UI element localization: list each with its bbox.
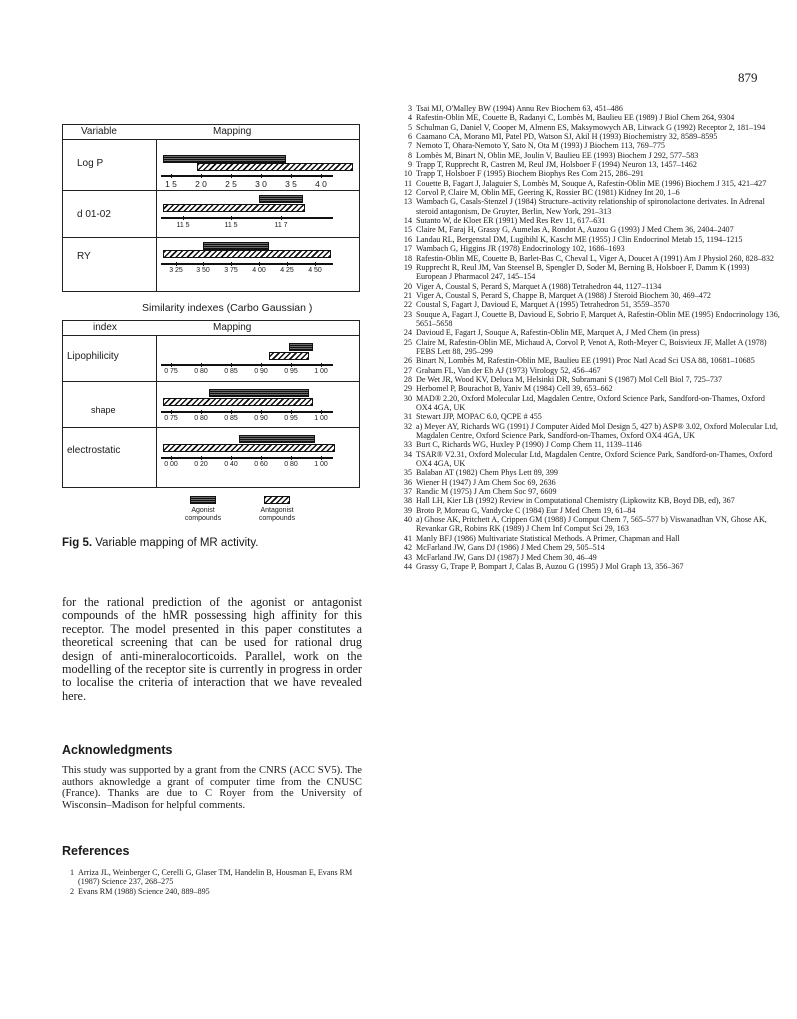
tick: [203, 262, 204, 266]
reference-number: 43: [403, 552, 412, 562]
reference-item: [400, 422, 780, 441]
reference-number: 32: [403, 421, 412, 431]
reference-item: [400, 534, 780, 543]
tick-label: 3 75: [224, 267, 238, 274]
reference-number: 6: [407, 132, 412, 142]
tick: [201, 456, 202, 460]
tick: [321, 456, 322, 460]
reference-item: [400, 366, 780, 375]
tick: [321, 174, 322, 178]
antagonist-bar: [163, 398, 313, 406]
reference-item: [400, 169, 780, 178]
legend-antagonist-label: Antagonist compounds: [258, 507, 296, 522]
row-divider: [63, 427, 359, 428]
page-number: 879: [738, 70, 758, 85]
similarity-mapping-table: [62, 320, 360, 488]
reference-item: [400, 515, 780, 534]
row-label-ry: RY: [77, 251, 91, 262]
row-label-lipophilicity: Lipophilicity: [67, 351, 119, 362]
reference-text: McFarland JW, Gans DJ (1987) J Med Chem 30, 46–49: [416, 552, 597, 562]
tick: [201, 363, 202, 367]
tick-label: 0 80: [194, 415, 208, 422]
reference-item: [400, 263, 780, 282]
tick: [287, 262, 288, 266]
row-divider: [63, 237, 359, 238]
reference-item: [400, 328, 780, 337]
reference-text: De Wet JR, Wood KV, Deluca M, Helsinki DR, Subramani S (1987) Mol Cell Biol 7, 725–737: [416, 374, 723, 384]
reference-number: 15: [403, 225, 412, 235]
reference-text: Davioud E, Fagart J, Souque A, Rafestin-Oblin ME, Marquet A, J Med Chem (in press): [416, 328, 700, 338]
tick-label: 0 85: [224, 368, 238, 375]
tick-label: 3 50: [196, 267, 210, 274]
tick: [176, 262, 177, 266]
reference-item: [400, 132, 780, 141]
reference-text: Landau RL, Bergenstal DM, Lugibihl K, Kascht ME (1955) J Clin Endocrinol Metab 15, 1194–1215: [416, 234, 743, 244]
reference-number: 34: [403, 449, 412, 459]
tick: [171, 456, 172, 460]
tick: [171, 174, 172, 178]
reference-text: Couette B, Fagart J, Jalaguier S, Lombès M, Souque A, Rafestin-Oblin ME (1996) Biochem J 315, 421–427: [416, 178, 767, 188]
reference-number: 4: [407, 113, 412, 123]
agonist-bar: [289, 343, 313, 351]
tick-label: 0 95: [284, 368, 298, 375]
body-paragraph: [62, 596, 362, 703]
reference-text: MAD® 2.20, Oxford Molecular Ltd, Magdalen Centre, Oxford Science Park, Sandford-on-Thames, Oxford OX4 4GA, UK: [416, 393, 765, 412]
reference-item: [400, 450, 780, 469]
antagonist-swatch: [264, 496, 290, 504]
reference-number: 1: [69, 868, 74, 877]
reference-item: [400, 188, 780, 197]
reference-number: 26: [403, 356, 412, 366]
reference-item: [400, 123, 780, 132]
reference-text: Balaban AT (1982) Chem Phys Lett 89, 399: [416, 468, 558, 478]
row-label-logp: Log P: [77, 158, 104, 169]
tick: [261, 410, 262, 414]
axis-line: [161, 457, 333, 459]
references-heading: References: [62, 844, 130, 858]
row-divider: [63, 381, 359, 382]
tick-label: 0 80: [284, 461, 298, 468]
tick-label: 0 80: [194, 368, 208, 375]
tick: [261, 456, 262, 460]
reference-text: Wiener H (1947) J Am Chem Soc 69, 2636: [416, 477, 556, 487]
reference-text: Viger A, Coustal S, Perard S, Marquet A (1988) Tetrahedron 44, 1127–1134: [416, 281, 662, 291]
legend-agonist: [182, 496, 224, 523]
acknowledgments-heading: Acknowledgments: [62, 743, 173, 757]
tick-label: 3 0: [255, 179, 267, 189]
reference-text: Schulman G, Daniel V, Cooper M, Almenn ES, Maksymowych AB, Litwack G (1992) Receptor 2, 181–194: [416, 122, 766, 132]
tick-label: 0 75: [164, 368, 178, 375]
reference-number: 17: [403, 244, 412, 254]
row-label-shape: shape: [91, 405, 116, 415]
reference-list-left: [62, 868, 362, 896]
reference-item: [400, 244, 780, 253]
column-divider: [156, 139, 157, 291]
reference-text: TSAR® V2.31, Oxford Molecular Ltd, Magdalen Centre, Oxford Science Park, Sandford-on-Thames, Oxford OX4 4GA, UK: [416, 449, 773, 469]
tick-label: 3 25: [169, 267, 183, 274]
reference-number: 12: [403, 188, 412, 198]
reference-text: Herbomel P, Bourachot B, Yaniv M (1984) Cell 39, 653–662: [416, 384, 613, 394]
reference-number: 36: [403, 477, 412, 487]
tick: [261, 174, 262, 178]
reference-item: [400, 338, 780, 357]
axis-line: [161, 217, 333, 219]
reference-number: 11: [404, 178, 412, 188]
reference-item: [400, 291, 780, 300]
reference-number: 44: [403, 561, 412, 571]
reference-number: 41: [403, 533, 412, 543]
reference-number: 14: [403, 216, 412, 226]
reference-item: [400, 496, 780, 505]
agonist-bar: [239, 435, 315, 443]
reference-item: [400, 440, 780, 449]
reference-item: [400, 216, 780, 225]
tick-label: 0 40: [224, 461, 238, 468]
agonist-swatch: [190, 496, 216, 504]
reference-item: [400, 104, 780, 113]
row-label-d0102: d 01-02: [77, 209, 111, 220]
reference-number: 5: [407, 122, 412, 132]
reference-number: 19: [403, 262, 412, 272]
reference-text: Claire M, Faraj H, Grassy G, Aumelas A, Rondot A, Auzou G (1993) J Med Chem 36, 2404–2407: [416, 225, 734, 235]
reference-number: 42: [403, 543, 412, 553]
reference-text: Wambach G, Higgins JR (1978) Endocrinology 102, 1686–1693: [416, 244, 625, 254]
reference-text: Burt C, Richards WG, Huxley P (1990) J Comp Chem 11, 1139–1146: [416, 440, 642, 450]
tick: [231, 174, 232, 178]
tick: [321, 363, 322, 367]
reference-text: Nemoto T, Ohara-Nemoto Y, Sato N, Ota M (1993) J Biochem 113, 769–775: [416, 141, 665, 151]
tick: [201, 410, 202, 414]
reference-number: 3: [407, 104, 412, 113]
antagonist-bar: [269, 352, 309, 360]
reference-text: Arriza JL, Weinberger C, Cerelli G, Glaser TM, Handelin B, Housman E, Evans RM (1987) Science 237, 268–275: [78, 868, 353, 887]
reference-text: Caamano CA, Morano MI, Patel PD, Watson SJ, Akil H (1993) Biochemistry 32, 8589–8595: [416, 132, 718, 142]
header-variable: Variable: [81, 126, 117, 137]
reference-item: [400, 235, 780, 244]
reference-item: [400, 179, 780, 188]
reference-number: 21: [403, 290, 412, 300]
tick-label: 0 85: [224, 415, 238, 422]
tick: [315, 262, 316, 266]
tick: [231, 262, 232, 266]
reference-text: Trapp T, Holsboer F (1995) Biochem Biophys Res Com 215, 286–291: [416, 169, 644, 179]
reference-text: Hall LH, Kier LB (1992) Review in Computational Chemistry (Lipkowitz KB, Boyd DB, ed), 367: [416, 496, 735, 506]
reference-item: [400, 254, 780, 263]
reference-item: [400, 384, 780, 393]
reference-number: 39: [403, 505, 412, 515]
reference-number: 7: [407, 141, 412, 151]
reference-text: Sutanto W, de Kloet ER (1991) Med Res Rev 11, 617–631: [416, 216, 606, 226]
caption-label: Fig 5.: [62, 537, 93, 549]
tick: [291, 174, 292, 178]
reference-number: 31: [403, 412, 412, 422]
reference-item: [400, 394, 780, 413]
reference-number: 8: [407, 150, 412, 160]
reference-number: 38: [403, 496, 412, 506]
reference-list-right: [400, 104, 780, 571]
reference-text: Manly BFJ (1986) Multivariate Statistical Methods. A Primer, Chapman and Hall: [416, 533, 680, 543]
tick: [201, 174, 202, 178]
reference-item: [400, 375, 780, 384]
reference-number: 13: [403, 197, 412, 207]
tick-label: 4 0: [315, 179, 327, 189]
caption-text: Variable mapping of MR activity.: [92, 537, 259, 549]
tick: [231, 216, 232, 220]
reference-number: 24: [403, 328, 412, 338]
tick: [231, 456, 232, 460]
tick: [261, 363, 262, 367]
axis-line: [161, 263, 333, 265]
reference-item: [400, 356, 780, 365]
reference-number: 10: [403, 169, 412, 179]
reference-item: [62, 887, 362, 896]
reference-item: [400, 197, 780, 216]
agonist-bar: [209, 389, 309, 397]
reference-number: 37: [403, 487, 412, 497]
reference-item: [400, 141, 780, 150]
tick: [291, 410, 292, 414]
axis-line: [161, 411, 333, 413]
tick: [171, 410, 172, 414]
acknowledgments-text: This study was supported by a grant from the CNRS (ACC SV5). The authors aknowledge a grant of computer time from the CNUSC (France). Thanks are due to C Royer from the University of Wisconsin–Madison for helpful comments.: [62, 765, 362, 811]
agonist-bar: [203, 242, 269, 250]
reference-item: [400, 543, 780, 552]
reference-text: Rafestin-Oblin ME, Couette B, Radanyi C, Lombès M, Baulieu EE (1989) J Biol Chem 264, 9304: [416, 113, 735, 123]
reference-text: Viger A, Coustal S, Perard S, Chappe B, Marquet A (1988) J Steroid Biochem 30, 469–472: [416, 290, 711, 300]
tick-label: 1 00: [314, 415, 328, 422]
reference-text: Broto P, Moreau G, Vandycke C (1984) Eur J Med Chem 19, 61–84: [416, 505, 636, 515]
tick-label: 2 0: [195, 179, 207, 189]
body-text: for the rational prediction of the agonist or antagonist compounds of the hMR possessing high affinity for this receptor. The model presented in this paper constitutes a theoretical screening that can be used for rational drug design of anti-mineralocorticoids. Parallel, work on the modelling of the receptor site is currently in progress in order to localise the criteria of interaction that we have revealed here.: [62, 595, 362, 703]
reference-text: Binart N, Lombès M, Rafestin-Oblin ME, Baulieu EE (1991) Proc Natl Acad Sci USA 88, 10681–10685: [416, 356, 755, 366]
reference-number: 25: [403, 337, 412, 347]
antagonist-bar: [197, 163, 353, 171]
header-mapping: Mapping: [213, 126, 252, 137]
axis-line: [161, 364, 333, 366]
antagonist-bar: [163, 444, 335, 452]
reference-text: Rafestin-Oblin ME, Couette B, Barlet-Bas C, Cheval L, Viger A, Doucet A (1991) Am J Physiol 260, 828–832: [416, 253, 774, 263]
similarity-title: Similarity indexes (Carbo Gaussian ): [142, 302, 313, 314]
reference-number: 35: [403, 468, 412, 478]
tick-label: 11 5: [224, 222, 238, 229]
reference-number: 28: [403, 374, 412, 384]
antagonist-bar: [163, 204, 305, 212]
tick: [231, 410, 232, 414]
reference-text: Rupprecht R, Reul JM, Van Steensel B, Spengler D, Soder M, Berning B, Holsboer F, Damm K (1993) European J Pharmacol 247, 145–154: [416, 262, 750, 282]
header-index: index: [93, 322, 117, 333]
tick: [291, 363, 292, 367]
figure-caption: [62, 537, 258, 549]
tick-label: 0 20: [194, 461, 208, 468]
reference-number: 29: [403, 384, 412, 394]
figure-5: [62, 118, 362, 548]
reference-text: Randic M (1975) J Am Chem Soc 97, 6609: [416, 487, 557, 497]
table-header: [63, 321, 359, 336]
tick: [291, 456, 292, 460]
table-header: [63, 125, 359, 140]
tick-label: 1 00: [314, 461, 328, 468]
tick: [281, 216, 282, 220]
legend-antagonist: [252, 496, 302, 523]
reference-item: [400, 468, 780, 477]
reference-item: [400, 160, 780, 169]
reference-item: [400, 300, 780, 309]
reference-item: [400, 487, 780, 496]
reference-text: Trapp T, Rupprecht R, Castren M, Reul JM, Holsboer F (1994) Neuron 13, 1457–1462: [416, 160, 697, 170]
row-label-electrostatic: electrostatic: [67, 445, 121, 456]
reference-text: Corvol P, Claire M, Oblin ME, Geering K, Rossier BC (1981) Kidney Int 20, 1–6: [416, 188, 680, 198]
reference-item: [400, 113, 780, 122]
reference-text: Graham FL, Van der Eb AJ (1973) Virology 52, 456–467: [416, 365, 601, 375]
reference-item: [400, 553, 780, 562]
antagonist-bar: [163, 250, 331, 258]
reference-number: 18: [403, 253, 412, 263]
reference-number: 20: [403, 281, 412, 291]
reference-item: [400, 310, 780, 329]
reference-item: [400, 282, 780, 291]
tick-label: 0 60: [254, 461, 268, 468]
reference-number: 30: [403, 393, 412, 403]
legend-agonist-label: Agonist compounds: [184, 507, 222, 522]
reference-number: 9: [407, 160, 412, 170]
tick: [321, 410, 322, 414]
tick-label: 4 25: [280, 267, 294, 274]
tick-label: 4 50: [308, 267, 322, 274]
reference-number: 2: [69, 886, 74, 896]
column-divider: [156, 335, 157, 487]
tick-label: 0 95: [284, 415, 298, 422]
tick-label: 1 5: [165, 179, 177, 189]
tick-label: 0 75: [164, 415, 178, 422]
tick-label: 0 90: [254, 368, 268, 375]
reference-text: Wambach G, Casals-Stenzel J (1984) Structure–activity relationship of spironolactone derivates. In Adrenal steroid antagonism, De Gruyter, Berlin, New York, 291–313: [416, 197, 765, 216]
reference-item: [400, 151, 780, 160]
tick: [231, 363, 232, 367]
reference-text: Claire M, Rafestin-Oblin ME, Michaud A, Corvol P, Venot A, Roth-Meyer C, Boisvieux JF, Mallet A (1978) FEBS Lett 88, 295–299: [416, 337, 767, 356]
tick: [171, 363, 172, 367]
header-mapping: Mapping: [213, 322, 252, 333]
agonist-bar: [259, 195, 303, 203]
tick-label: 1 00: [314, 368, 328, 375]
reference-number: 27: [403, 365, 412, 375]
tick: [183, 216, 184, 220]
row-divider: [63, 190, 359, 191]
variable-mapping-table: [62, 124, 360, 292]
reference-text: Grassy G, Trape P, Bompart J, Calas B, Auzou G (1995) J Mol Graph 13, 356–367: [416, 561, 684, 571]
agonist-bar: [163, 155, 286, 163]
reference-number: 22: [403, 300, 412, 310]
reference-number: 40: [403, 515, 412, 525]
tick-label: 0 00: [164, 461, 178, 468]
reference-text: Souque A, Fagart J, Couette B, Davioud E, Sobrio F, Marquet A, Rafestin-Oblin ME (1995) Endocrinology 136, 5651–5658: [416, 309, 780, 328]
reference-text: a) Meyer AY, Richards WG (1991) J Computer Aided Mol Design 5, 427 b) ASP® 3.02, Oxford Molecular Ltd, Magdalen Centre, Oxford Science Park, Sandford-on-Thames, Oxford OX4 4GA, UK: [416, 421, 778, 441]
reference-number: 23: [403, 309, 412, 319]
tick-label: 0 90: [254, 415, 268, 422]
reference-text: Lombès M, Binart N, Oblin ME, Joulin V, Baulieu EE (1993) Biochem J 292, 577–583: [416, 150, 699, 160]
tick-label: 3 5: [285, 179, 297, 189]
reference-text: McFarland JW, Gans DJ (1986) J Med Chem 29, 505–514: [416, 543, 605, 553]
tick-label: 2 5: [225, 179, 237, 189]
reference-item: [400, 562, 780, 571]
axis-line: [161, 175, 333, 177]
reference-text: Evans RM (1988) Science 240, 889–895: [78, 886, 210, 896]
tick: [259, 262, 260, 266]
reference-text: Stewart JJP, MOPAC 6.0, QCPE # 455: [416, 412, 542, 422]
reference-number: 33: [403, 440, 412, 450]
reference-number: 16: [403, 234, 412, 244]
tick-label: 4 00: [252, 267, 266, 274]
tick-label: 11 5: [176, 222, 190, 229]
reference-item: [400, 506, 780, 515]
reference-text: a) Ghose AK, Pritchett A, Crippen GM (1988) J Comput Chem 7, 565–577 b) Viswanadhan VN, Ghose AK, Revankar GR, Robins RK (1989) J Chem Inf Comput Sci 29, 163: [416, 515, 767, 534]
reference-text: Tsai MJ, O'Malley BW (1994) Annu Rev Biochem 63, 451–486: [416, 104, 623, 113]
reference-item: [400, 478, 780, 487]
reference-text: Coustal S, Fagart J, Davioud E, Marquet A (1995) Tetrahedron 51, 3559–3570: [416, 300, 670, 310]
tick-label: 11 7: [274, 222, 288, 229]
reference-item: [400, 412, 780, 421]
reference-item: [62, 868, 362, 887]
reference-item: [400, 225, 780, 234]
